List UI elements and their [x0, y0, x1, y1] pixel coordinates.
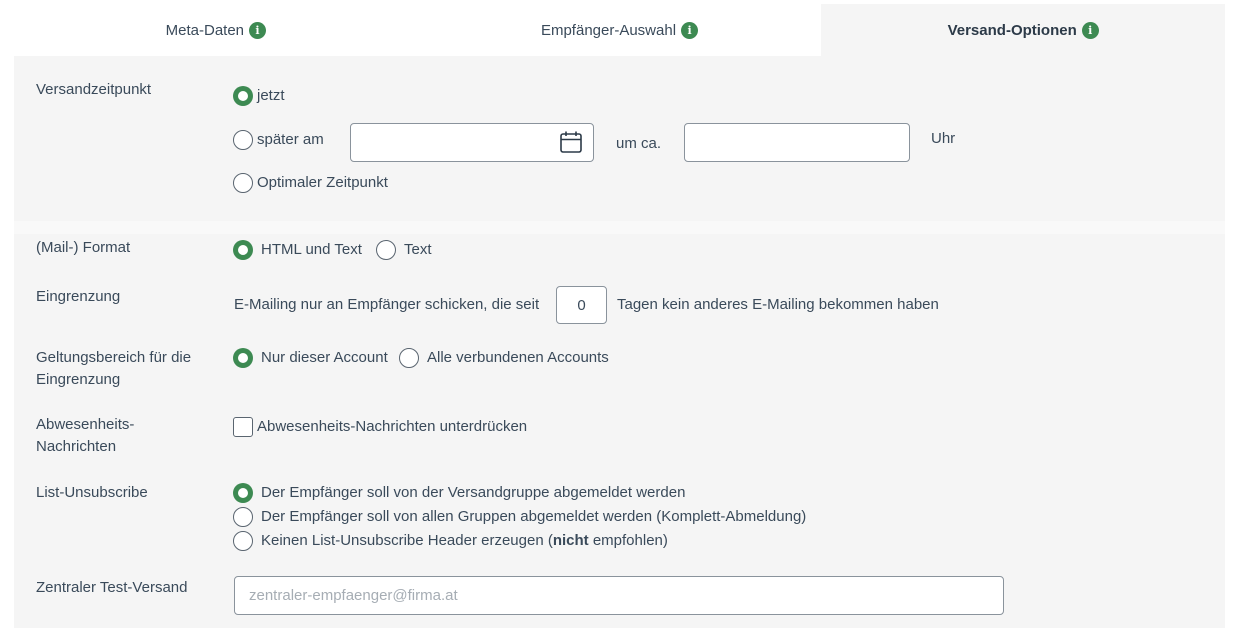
unsubscribe-none-radio[interactable] — [233, 531, 253, 551]
info-icon[interactable]: i — [681, 22, 698, 39]
send-optimal-label: Optimaler Zeitpunkt — [257, 174, 388, 191]
absence-label-line2: Nachrichten — [36, 438, 117, 455]
test-send-email-input[interactable] — [234, 576, 1004, 615]
send-now-radio[interactable] — [233, 86, 253, 106]
at-approx-label: um ca. — [616, 135, 662, 152]
format-text-radio[interactable] — [376, 240, 396, 260]
scope-all-radio[interactable] — [399, 348, 419, 368]
unsubscribe-none-emphasis: nicht — [552, 532, 589, 549]
send-later-label: später am — [257, 131, 324, 148]
scope-label-line1: Geltungsbereich für die — [36, 349, 192, 366]
send-later-radio[interactable] — [233, 130, 253, 150]
test-send-label: Zentraler Test-Versand — [36, 579, 188, 596]
scope-all-label: Alle verbundenen Accounts — [427, 349, 609, 366]
tab-label: Versand-Optionen — [947, 21, 1077, 39]
scope-this-label: Nur dieser Account — [261, 349, 388, 366]
unsubscribe-group-label: Der Empfänger soll von der Versandgruppe abgemeldet werden — [261, 484, 686, 501]
unsubscribe-all-label: Der Empfänger soll von allen Gruppen abgemeldet werden (Komplett-Abmeldung) — [261, 508, 807, 525]
format-label: (Mail-) Format — [36, 239, 131, 256]
send-date-input[interactable] — [350, 123, 594, 162]
restriction-text-after: Tagen kein anderes E-Mailing bekommen haben — [617, 296, 939, 313]
absence-suppress-checkbox[interactable] — [233, 417, 253, 437]
format-html-label: HTML und Text — [261, 241, 362, 258]
absence-label — [36, 414, 134, 458]
scope-label — [36, 347, 191, 391]
tab-bar — [14, 4, 1225, 56]
tab-meta-daten[interactable] — [14, 4, 418, 56]
calendar-icon[interactable] — [559, 130, 583, 154]
restriction-text-before: E-Mailing nur an Empfänger schicken, die seit — [234, 296, 540, 313]
tab-label: Empfänger-Auswahl — [540, 21, 677, 39]
tab-versand-optionen[interactable] — [821, 4, 1225, 56]
restriction-label: Eingrenzung — [36, 288, 121, 305]
send-now-label: jetzt — [257, 87, 285, 104]
scope-label-line2: Eingrenzung — [36, 371, 121, 388]
unsubscribe-none-text-before: Keinen List-Unsubscribe Header erzeugen ( — [261, 532, 553, 549]
format-html-radio[interactable] — [233, 240, 253, 260]
info-icon[interactable]: i — [249, 22, 266, 39]
tab-label: Meta-Daten — [165, 21, 245, 39]
format-text-label: Text — [404, 241, 432, 258]
section-divider — [14, 221, 1225, 234]
hour-unit-label: Uhr — [931, 130, 956, 147]
send-time-input[interactable] — [684, 123, 910, 162]
send-time-label: Versandzeitpunkt — [36, 81, 152, 98]
unsubscribe-group-radio[interactable] — [233, 483, 253, 503]
send-optimal-radio[interactable] — [233, 173, 253, 193]
absence-suppress-label: Abwesenheits-Nachrichten unterdrücken — [257, 418, 528, 435]
options-panel — [14, 56, 1225, 628]
list-unsubscribe-label: List-Unsubscribe — [36, 484, 148, 501]
absence-label-line1: Abwesenheits- — [36, 416, 135, 433]
tab-empfaenger-auswahl[interactable] — [418, 4, 822, 56]
unsubscribe-none-text-after: empfohlen) — [588, 532, 668, 549]
unsubscribe-none-label — [261, 531, 668, 551]
info-icon[interactable]: i — [1082, 22, 1099, 39]
scope-this-radio[interactable] — [233, 348, 253, 368]
restriction-days-input[interactable] — [556, 286, 607, 324]
unsubscribe-all-radio[interactable] — [233, 507, 253, 527]
